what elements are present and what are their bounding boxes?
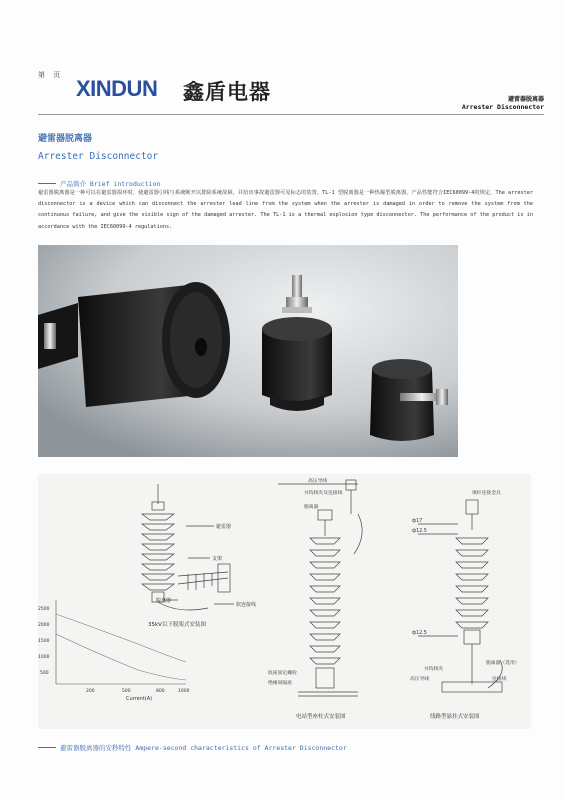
label-lead-mid: 高压导线: [308, 479, 328, 484]
intro-heading-en: Brief introduction: [89, 179, 161, 188]
label-wire: 连接线: [492, 677, 507, 682]
brand-logo-cn: 鑫盾电器: [183, 80, 271, 104]
label-disconnector-right: 脱离器（选用）: [486, 661, 520, 666]
page-label: 第 页: [38, 71, 64, 79]
heading-dash: [38, 183, 56, 184]
ampere-second-heading-cn: 避雷器脱离器的安秒特性: [60, 744, 132, 752]
y-tick: 500: [40, 671, 49, 676]
intro-heading-cn: 产品简介: [60, 180, 86, 188]
heading-dash: [38, 747, 56, 748]
label-soft-wire: 软连接线: [236, 602, 257, 608]
label-d2: ф12.5: [412, 529, 427, 534]
product-photo-svg: [38, 245, 458, 457]
label-insulating-base: 绝缘间隔座: [268, 681, 292, 686]
y-tick: 2500: [38, 607, 50, 612]
header-divider: [38, 114, 544, 115]
label-fitting: 填杆连接金具: [472, 491, 501, 496]
intro-heading: [38, 179, 160, 188]
page-title-en: Arrester Disconnector: [38, 151, 159, 162]
x-tick: 1000: [178, 689, 190, 694]
x-axis-label: Current(A): [126, 696, 153, 702]
label-disconnector-mid: 脱离器: [304, 505, 319, 510]
y-tick: 1000: [38, 655, 50, 660]
ampere-second-chart: [56, 600, 186, 684]
caption-right: 线路型悬挂式安装图: [430, 714, 480, 720]
caption-left: 35kV以下脱架式安装图: [148, 622, 206, 628]
brand-logo-en: XINDUN: [76, 76, 158, 101]
label-lead-right: 高压导线: [410, 677, 430, 682]
label-d1: ф17: [412, 519, 423, 524]
product-photo: [38, 245, 458, 457]
ampere-second-heading-en: Ampere-second characteristics of Arrester Disconnector: [135, 743, 347, 752]
mid-arrester-drawing: [278, 480, 362, 696]
label-clamp-mid: 并钩线夹及连接线: [304, 491, 343, 496]
label-disconnector-left: 脱离器: [156, 598, 172, 604]
header-doc-title-cn: 避雷器脱离器: [507, 96, 544, 103]
left-arrester-drawing: [142, 484, 234, 610]
label-d3: ф12.5: [412, 631, 427, 636]
x-tick: 500: [122, 689, 131, 694]
x-tick: 200: [86, 689, 95, 694]
y-tick: 1500: [38, 639, 50, 644]
label-clamp-right: 并钩线夹: [424, 667, 444, 672]
header-doc-title-en: Arrester Disconnector: [461, 103, 544, 111]
label-arrester: 避雷器: [216, 524, 232, 530]
ampere-second-heading: [38, 743, 347, 752]
intro-paragraph: 避雷器脱离器是一种可以在避雷器损坏时，使避雷器引线与系统断开以排除系统故障，并给出事故避雷器可见标志的装置。TL-1 型脱离器是一种热爆型脱离器，产品性能符合IEC60099-4的规定。The arrester disconnector is a device which can disconnect the arrester lead line from the system when the arrester is damaged in order to remove the system from the continuous failure, and give the visible sign of the damaged arrester. The TL-1 is a thermal explosion type disconnector. The performance of the product is in accordance with the IEC60099-4 regulations.: [38, 190, 533, 230]
installation-drawings: [38, 474, 531, 729]
label-bracket: 支架: [212, 556, 223, 562]
caption-mid: 电站型座柱式安装图: [296, 714, 346, 720]
installation-drawings-svg: [38, 474, 531, 729]
page-title-cn: 避雷器脱离器: [38, 134, 93, 144]
label-bolt: 底座固定螺栓: [268, 671, 297, 676]
x-tick: 800: [156, 689, 165, 694]
y-tick: 2000: [38, 623, 50, 628]
